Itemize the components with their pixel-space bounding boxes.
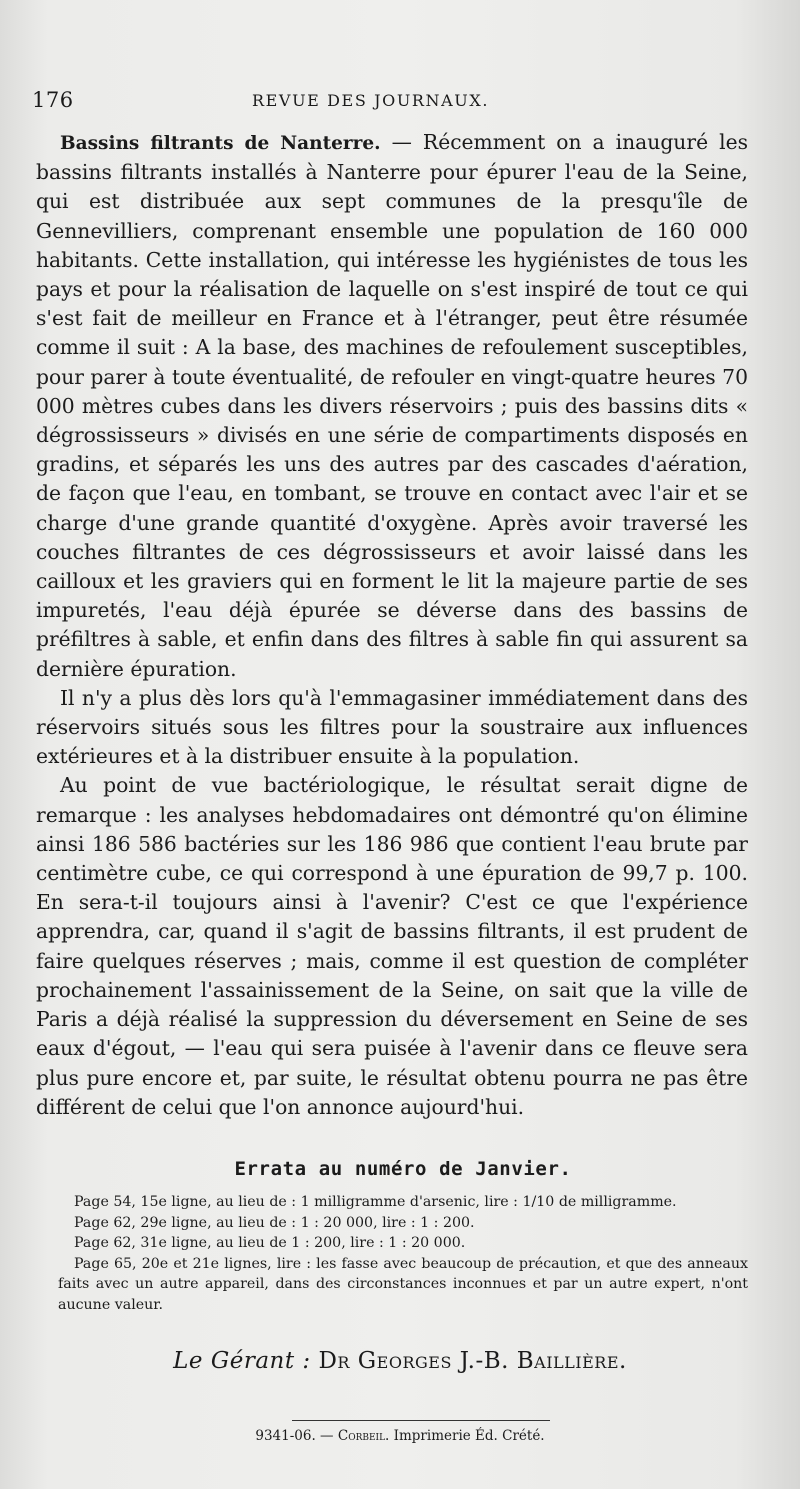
imprint-printer: Imprimerie Éd. Crété. [393, 1428, 545, 1444]
article-title: Bassins filtrants de Nanterre. [60, 133, 381, 154]
imprint-code: 9341-06. — [255, 1428, 334, 1444]
page-header [32, 88, 762, 118]
article-paragraph-2: Il n'y a plus dès lors qu'à l'emmagasiner immédiatement dans des réservoirs situés sous les filtres pour la soustraire aux influences extérieures et à la distribuer ensuite à la population. [36, 685, 748, 769]
footer-divider [292, 1420, 550, 1421]
errata-list [58, 1192, 748, 1315]
article-paragraph-1 [36, 128, 748, 684]
signature-label: Le Gérant : [173, 1348, 311, 1374]
article-body [36, 128, 748, 1122]
article-paragraph-3: Au point de vue bactériologique, le résultat serait digne de remarque : les analyses hebdomadaires ont démontré qu'on élimine ainsi 186 586 bactéries sur les 186 986 que contient l'eau brute par centimètre cube, ce qui correspond à une épuration de 99,7 p. 100. En sera-t-il toujours ainsi à l'avenir? C'est ce que l'expérience apprendra, car, quand il s'agit de bassins filtrants, il est prudent de faire quelques réserves ; mais, comme il est question de compléter prochainement l'assainissement de la Seine, on sait que la ville de Paris a déjà réalisé la suppression du déversement en Seine de ses eaux d'égout, — l'eau qui sera puisée à l'avenir dans ce fleuve sera plus pure encore et, par suite, le résultat obtenu pourra ne pas être différent de celui que l'on annonce aujourd'hui. [36, 773, 748, 1119]
article-paragraph-1-text: — Récemment on a inauguré les bassins filtrants installés à Nanterre pour épurer l'eau de la Seine, qui est distribuée aux sept communes de la presqu'île de Gennevilliers, comprenant ensemble une population de 160 000 habitants. Cette installation, qui intéresse les hygiénistes de tous les pays et pour la réalisation de laquelle on s'est inspiré de tout ce qui s'est fait de meilleur en France et à l'étranger, peut être résumée comme il suit : A la base, des machines de refoulement susceptibles, pour parer à toute éventualité, de refouler en vingt-quatre heures 70 000 mètres cubes dans les divers réservoirs ; puis des bassins dits « dégrossisseurs » divisés en une série de compartiments disposés en gradins, et séparés les uns des autres par des cascades d'aération, de façon que l'eau, en tombant, se trouve en contact avec l'air et se charge d'une grande quantité d'oxygène. Après avoir traversé les couches filtrantes de ces dégrossisseurs et avoir laissé dans les cailloux et les graviers qui en forment le lit la majeure partie de ses impuretés, l'eau déjà épurée se déverse dans des bassins de préfiltres à sable, et enfin dans des filtres à sable fin qui assurent sa dernière épuration. [36, 130, 748, 681]
signature-name: Dr Georges J.-B. Baillière. [318, 1348, 627, 1374]
errata-line: Page 65, 20e et 21e lignes, lire : les fasse avec beaucoup de précaution, et que des anneaux faits avec un autre appareil, dans des circonstances inconnues et par un autre expert, n'ont aucune valeur. [58, 1255, 748, 1313]
errata-line: Page 62, 31e ligne, au lieu de 1 : 200, lire : 1 : 20 000. [74, 1235, 466, 1251]
errata-line: Page 62, 29e ligne, au lieu de : 1 : 20 000, lire : 1 : 200. [74, 1214, 475, 1231]
running-head: REVUE DES JOURNAUX. [252, 91, 490, 110]
errata-line: Page 54, 15e ligne, au lieu de : 1 milligramme d'arsenic, lire : 1/10 de milligramme. [74, 1194, 677, 1210]
page-number: 176 [32, 88, 74, 112]
errata-title: Errata au numéro de Janvier. [234, 1158, 572, 1180]
signature [0, 1348, 800, 1374]
imprint-place: Corbeil. [337, 1428, 390, 1444]
errata-section [58, 1158, 748, 1315]
imprint [0, 1428, 800, 1444]
